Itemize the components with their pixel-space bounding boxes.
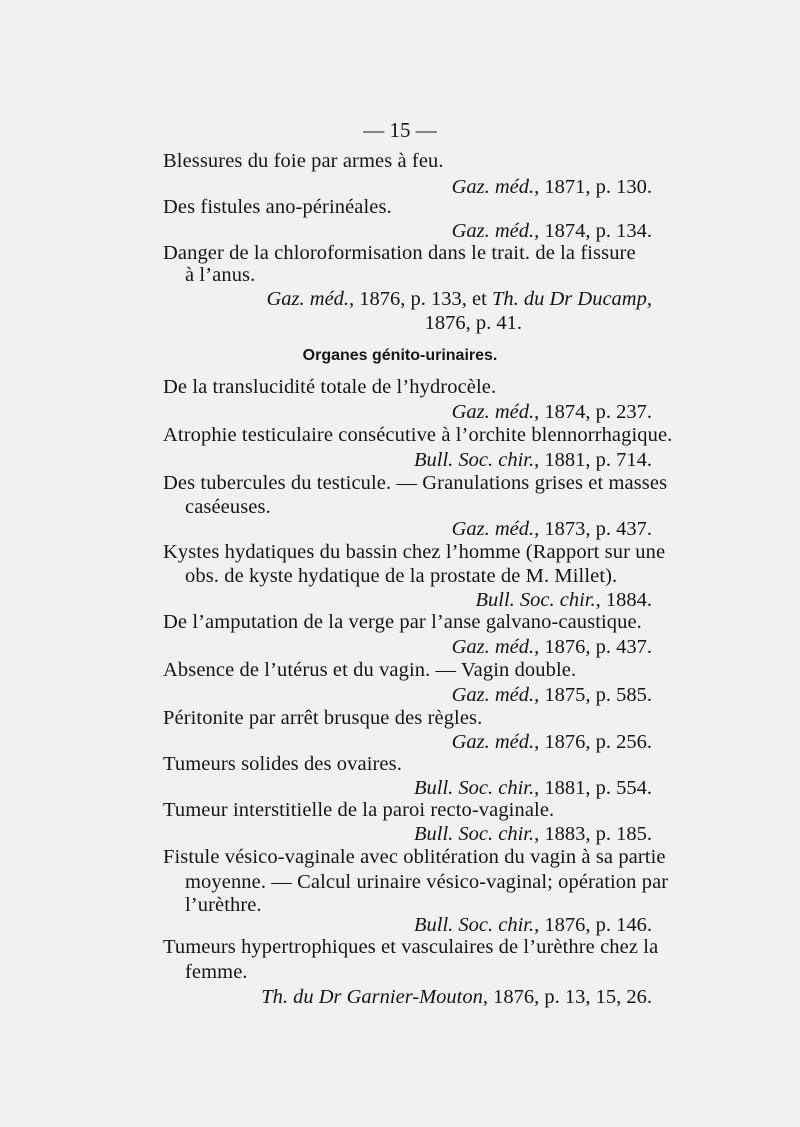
entry-title: Des tubercules du testicule. — Granulations grises et masses xyxy=(163,472,668,494)
entry-title: Tumeurs hypertrophiques et vasculaires de l’urèthre chez la xyxy=(163,936,659,958)
entry-title: De l’amputation de la verge par l’anse galvano-caustique. xyxy=(163,611,642,633)
entry-title: Atrophie testiculaire consécutive à l’orchite blennorrhagique. xyxy=(163,424,673,446)
entry-reference: Bull. Soc. chir., 1881, p. 714. xyxy=(413,449,652,471)
entry-title: Blessures du foie par armes à feu. xyxy=(163,150,444,172)
entry-title-continued: obs. de kyste hydatique de la prostate de M. Millet). xyxy=(185,565,618,587)
entry-reference: Gaz. méd., 1873, p. 437. xyxy=(451,518,652,540)
entry-title: Kystes hydatiques du bassin chez l’homme (Rapport sur une xyxy=(163,541,666,563)
entry-title: Fistule vésico-vaginale avec oblitération du vagin à sa partie xyxy=(163,846,666,868)
entry-reference-continued: 1876, p. 41. xyxy=(424,312,522,334)
entry-title: De la translucidité totale de l’hydrocèle. xyxy=(163,376,497,398)
entry-title: Tumeurs solides des ovaires. xyxy=(163,753,402,775)
entry-title: Péritonite par arrêt brusque des règles. xyxy=(163,707,483,729)
section-heading: Organes génito-urinaires. xyxy=(302,347,498,364)
entry-title-continued: caséeuses. xyxy=(185,496,271,518)
entry-reference: Gaz. méd., 1874, p. 134. xyxy=(451,220,652,242)
entry-reference: Gaz. méd., 1875, p. 585. xyxy=(451,684,652,706)
page-number: — 15 — xyxy=(363,118,437,142)
entry-title-continued: à l’anus. xyxy=(185,264,256,286)
entry-reference: Gaz. méd., 1876, p. 256. xyxy=(451,731,652,753)
entry-reference: Th. du Dr Garnier-Mouton, 1876, p. 13, 15, 26. xyxy=(261,986,652,1008)
entry-title: Danger de la chloroformisation dans le trait. de la fissure xyxy=(163,242,636,264)
entry-title-continued: moyenne. — Calcul urinaire vésico-vaginal; opération par xyxy=(185,871,669,893)
entry-reference: Gaz. méd., 1871, p. 130. xyxy=(451,176,652,198)
entry-title: Tumeur interstitielle de la paroi recto-vaginale. xyxy=(163,799,555,821)
entry-reference: Bull. Soc. chir., 1881, p. 554. xyxy=(413,777,652,799)
entry-title: Absence de l’utérus et du vagin. — Vagin double. xyxy=(163,659,577,681)
entry-title: Des fistules ano-périnéales. xyxy=(163,196,392,218)
entry-reference: Gaz. méd., 1876, p. 437. xyxy=(451,636,652,658)
entry-title-continued: femme. xyxy=(185,961,248,983)
entry-title-continued: l’urèthre. xyxy=(185,894,262,916)
entry-reference: Bull. Soc. chir., 1884. xyxy=(475,589,652,611)
entry-reference: Gaz. méd., 1874, p. 237. xyxy=(451,401,652,423)
entry-reference: Bull. Soc. chir., 1876, p. 146. xyxy=(413,914,652,936)
entry-reference: Gaz. méd., 1876, p. 133, et Th. du Dr Ducamp, xyxy=(266,288,652,310)
entry-reference: Bull. Soc. chir., 1883, p. 185. xyxy=(413,823,652,845)
